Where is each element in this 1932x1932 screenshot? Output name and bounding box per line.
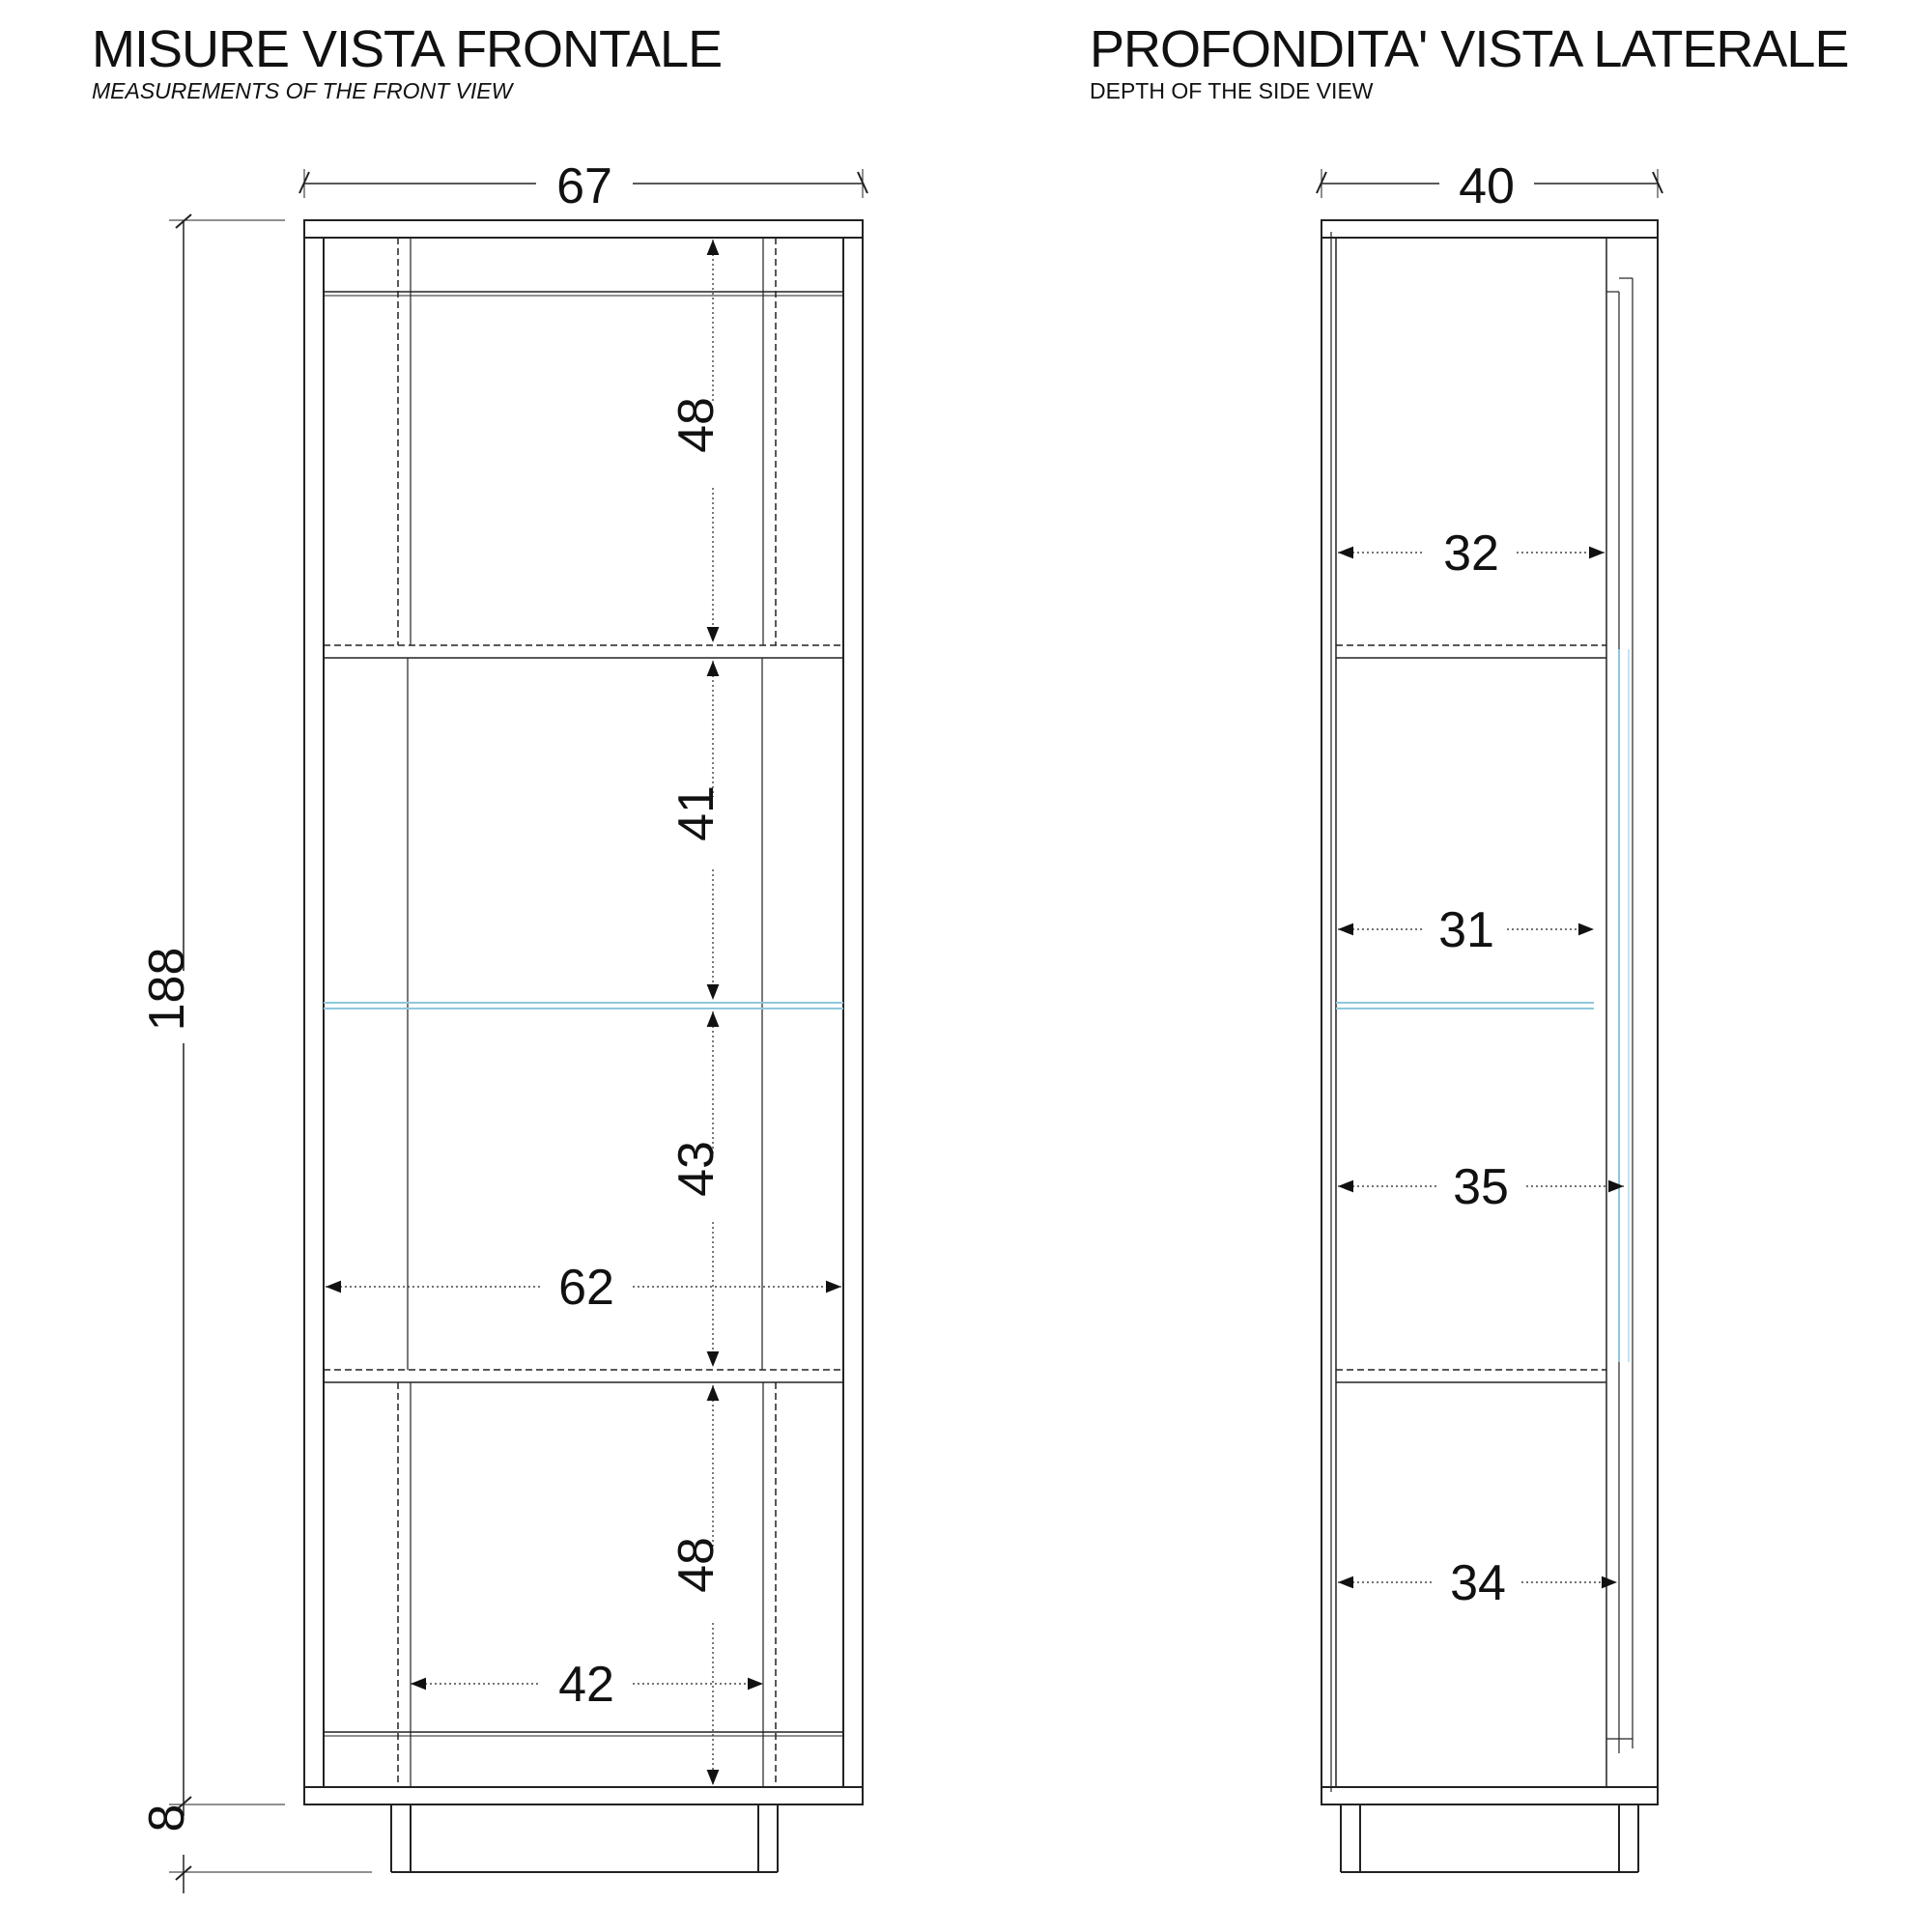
depth-1-label: 32 (1443, 526, 1499, 582)
depth-4-label: 34 (1450, 1555, 1506, 1611)
side-view-subtitle: DEPTH OF THE SIDE VIEW (1090, 78, 1374, 103)
depth-2-label: 31 (1438, 902, 1494, 958)
front-base-label: 8 (139, 1804, 195, 1833)
side-view-title: PROFONDITA' VISTA LATERALE (1090, 20, 1849, 78)
side-top-panel (1321, 220, 1658, 238)
side-depth-label: 40 (1459, 158, 1515, 214)
shelf-2-label: 41 (668, 785, 724, 841)
side-view-cabinet (1321, 220, 1658, 1872)
front-shelf-dimensions (326, 240, 841, 1785)
shelf-1-label: 48 (668, 397, 724, 453)
side-depth-dimensions (1338, 553, 1624, 1582)
front-view-subtitle: MEASUREMENTS OF THE FRONT VIEW (92, 78, 513, 103)
front-bottom-panel (304, 1787, 863, 1804)
door-inner-width-label: 42 (558, 1657, 614, 1713)
side-bottom-panel (1321, 1787, 1658, 1804)
front-top-panel (304, 220, 863, 238)
front-view-cabinet (304, 220, 863, 1872)
front-height-label: 188 (139, 947, 195, 1032)
inner-width-label: 62 (558, 1260, 614, 1316)
shelf-3-label: 43 (668, 1141, 724, 1197)
depth-3-label: 35 (1453, 1159, 1509, 1215)
front-glass-shelf (324, 1003, 843, 1009)
side-glass-elements (1336, 649, 1629, 1362)
front-width-label: 67 (556, 158, 612, 214)
shelf-4-label: 48 (668, 1537, 724, 1593)
front-view-title: MISURE VISTA FRONTALE (92, 20, 723, 78)
